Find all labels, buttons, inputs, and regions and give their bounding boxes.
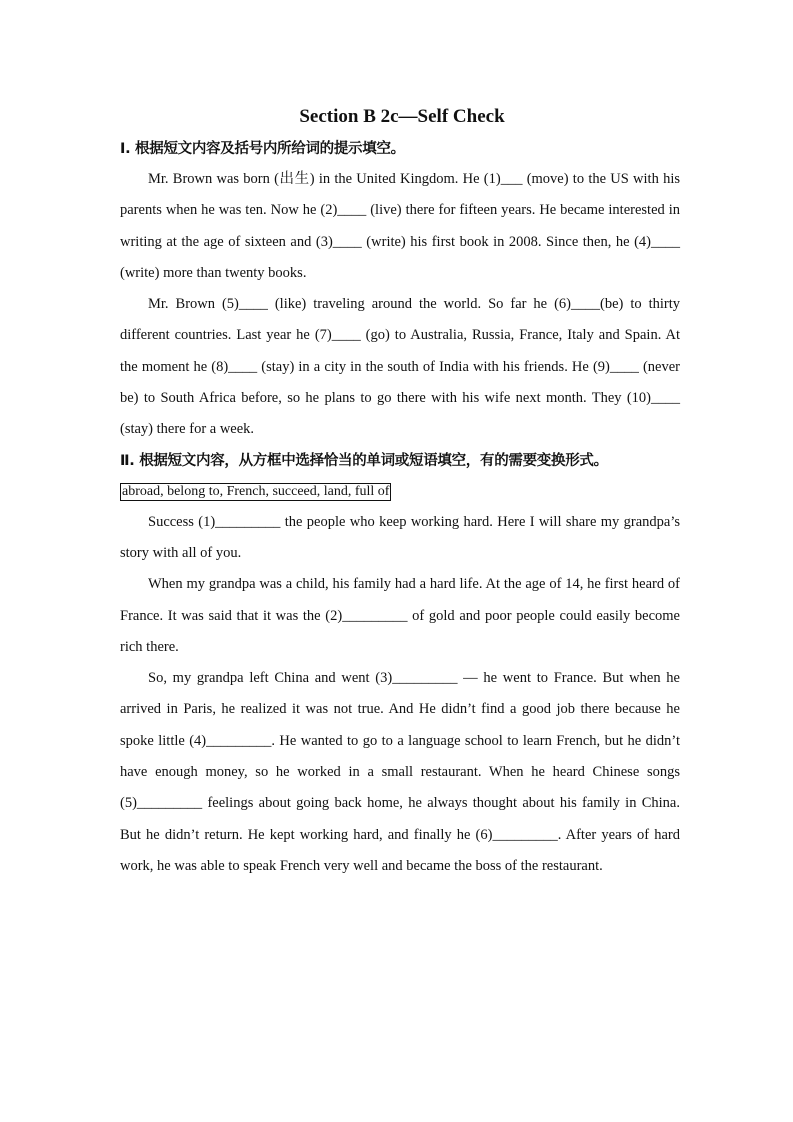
part1-heading: Ⅰ. 根据短文内容及括号内所给词的提示填空。 (120, 141, 405, 157)
word-box-row (120, 476, 680, 507)
word-box: abroad, belong to, French, succeed, land, full of (122, 483, 390, 499)
document-content (120, 100, 680, 882)
part1-paragraph-2: Mr. Brown (5)____ (like) traveling around the world. So far he (6)____(be) to thirty different countries. Last year he (7)____ (go) to Australia, Russia, France, Italy and Spain. At the moment he (8)____ (stay) in a city in the south of India with his friends. He (9)____ (never be) to South Africa before, so he plans to go there with his wife next month. They (10)____ (stay) there for a week. (120, 296, 680, 438)
part2-paragraph-1: Success (1)_________ the people who keep working hard. Here I will share my grandpa’s story with all of you. (120, 513, 680, 561)
page-title: Section B 2c—Self Check (299, 106, 505, 127)
part2-paragraph-2: When my grandpa was a child, his family had a hard life. At the age of 14, he first heard of France. It was said that it was the (2)_________ of gold and poor people could easily become rich there. (120, 576, 680, 655)
part2-paragraph-3: So, my grandpa left China and went (3)_________ — he went to France. But when he arrived in Paris, he realized it was not true. And He didn’t find a good job there because he spoke little (4)_________. He wanted to go to a language school to learn French, but he didn’t have enough money, so he worked in a small restaurant. When he heard Chinese songs (5)_________ feelings about going back home, he always thought about his family in China. But he didn’t return. He kept working hard, and finally he (6)_________. After years of hard work, he was able to speak French very well and became the boss of the restaurant. (120, 670, 680, 874)
part1-paragraph-1: Mr. Brown was born (出生) in the United Kingdom. He (1)___ (move) to the US with his parents when he was ten. Now he (2)____ (live) there for fifteen years. He became interested in writing at the age of sixteen and (3)____ (write) his first book in 2008. Since then, he (4)____ (write) more than twenty books. (120, 171, 680, 281)
part2-heading: Ⅱ. 根据短文内容，从方框中选择恰当的单词或短语填空，有的需要变换形式。 (120, 452, 608, 469)
